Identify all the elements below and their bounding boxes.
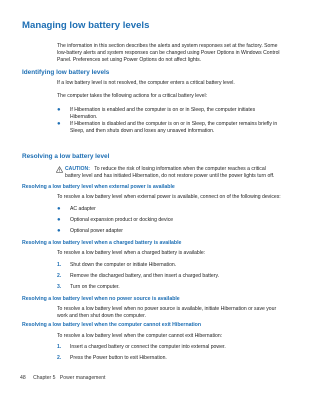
bullet-icon: ● bbox=[57, 107, 61, 113]
list-item: ● Optional expansion product or docking device bbox=[57, 217, 174, 223]
list-item: ● If Hibernation is enabled and the computer is on or in Sleep, the computer initiates Hibernation. bbox=[57, 107, 256, 120]
list-item: 2. Remove the discharged battery, and then insert a charged battery. bbox=[57, 273, 220, 279]
subsection-heading-hibernation: Resolving a low battery level when the computer cannot exit Hibernation bbox=[22, 322, 202, 328]
section-heading-identify: Identifying low battery levels bbox=[22, 69, 110, 76]
list-item: ● If Hibernation is disabled and the computer is on or in Sleep, the computer remains briefly in Sleep, and then shuts down and loses any unsaved information. bbox=[57, 121, 278, 134]
page-number: 48 bbox=[20, 375, 26, 381]
warning-triangle-icon bbox=[56, 166, 63, 173]
hibernation-paragraph: To resolve a low battery level when the computer cannot exit Hibernation: bbox=[57, 333, 223, 339]
list-item: 3. Turn on the computer. bbox=[57, 284, 120, 290]
bullet-icon: ● bbox=[57, 217, 61, 223]
caution-label: CAUTION: bbox=[65, 166, 90, 172]
caution-text: To reduce the risk of losing information when the computer reaches a critical battery level and has initiated Hibernation, do not restore power until the power lights turn off. bbox=[65, 166, 275, 179]
subsection-heading-nopower: Resolving a low battery level when no power source is available bbox=[22, 296, 180, 302]
bullet-icon: ● bbox=[57, 228, 61, 234]
identify-paragraph-1: If a low battery level is not resolved, the computer enters a critical battery level. bbox=[57, 80, 235, 86]
bullet-icon: ● bbox=[57, 121, 61, 127]
footer-chapter: Chapter 5 bbox=[33, 375, 56, 381]
list-item: 1. Shut down the computer or initiate Hibernation. bbox=[57, 262, 177, 268]
list-item: ● Optional power adapter bbox=[57, 228, 123, 234]
list-item: ● AC adapter bbox=[57, 206, 96, 212]
subsection-heading-charged: Resolving a low battery level when a charged battery is available bbox=[22, 240, 182, 246]
page-footer bbox=[20, 375, 111, 382]
section-heading-resolve: Resolving a low battery level bbox=[22, 153, 110, 160]
subsection-heading-external: Resolving a low battery level when external power is available bbox=[22, 184, 175, 190]
list-item: 2. Press the Power button to exit Hibernation. bbox=[57, 355, 167, 361]
external-paragraph: To resolve a low battery level when external power is available, connect on of the following devices: bbox=[57, 194, 281, 200]
identify-paragraph-2: The computer takes the following actions for a critical battery level: bbox=[57, 93, 208, 99]
charged-paragraph: To resolve a low battery level when a charged battery is available: bbox=[57, 250, 206, 256]
footer-chapter-title: Power management bbox=[59, 375, 106, 381]
list-item: 1. Insert a charged battery or connect the computer into external power. bbox=[57, 344, 226, 350]
caution-note bbox=[57, 166, 282, 180]
bullet-icon: ● bbox=[57, 206, 61, 212]
page-title: Managing low battery levels bbox=[22, 20, 150, 31]
nopower-paragraph: To resolve a low battery level when no power source is available, initiate Hibernation or save your work and then shut down the computer. bbox=[57, 306, 277, 319]
intro-paragraph: The information in this section describes the alerts and system responses set at the factory. Some low-battery alerts and system responses can be changed using Power Options in Windows Control Panel. Preferences set using Power Options do not affect lights. bbox=[57, 43, 280, 63]
